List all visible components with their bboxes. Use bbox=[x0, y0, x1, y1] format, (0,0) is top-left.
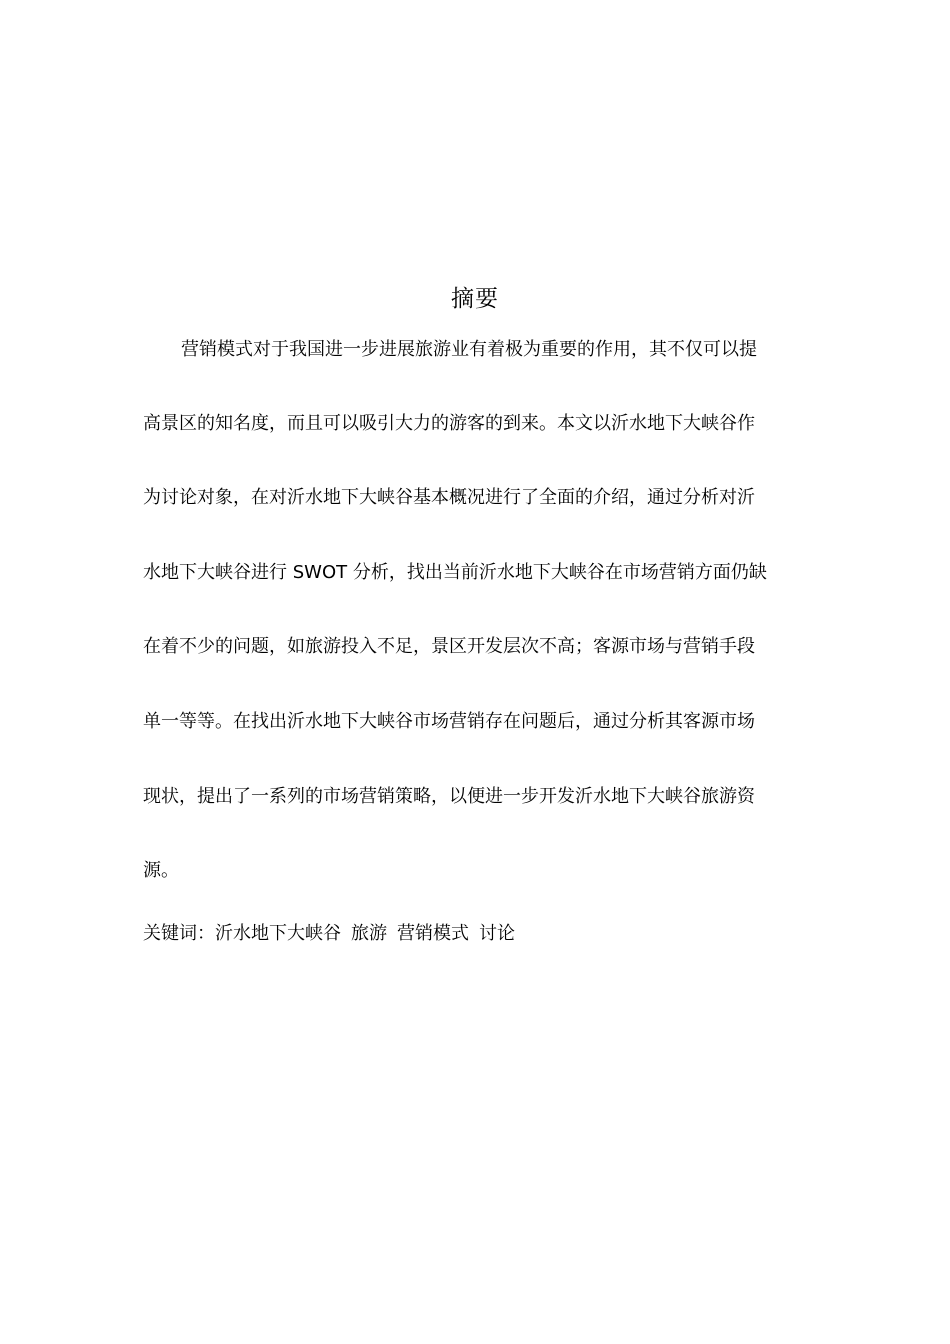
keywords-label: 关键词： bbox=[143, 923, 215, 944]
keywords-line bbox=[143, 922, 515, 946]
abstract-title: 摘要 bbox=[451, 286, 499, 312]
abstract-line-6: 单一等等。在找出沂水地下大峡谷市场营销存在问题后，通过分析其客源市场 bbox=[143, 711, 755, 732]
keyword-item: 旅游 bbox=[351, 923, 387, 944]
keyword-item: 营销模式 bbox=[397, 923, 469, 944]
abstract-line-1: 营销模式对于我国进一步进展旅游业有着极为重要的作用，其不仅可以提 bbox=[181, 339, 757, 360]
abstract-line-8: 源。 bbox=[143, 860, 179, 881]
abstract-line-7: 现状，提出了一系列的市场营销策略，以便进一步开发沂水地下大峡谷旅游资 bbox=[143, 786, 755, 807]
keyword-item: 沂水地下大峡谷 bbox=[215, 923, 341, 944]
abstract-line-2: 高景区的知名度，而且可以吸引大力的游客的到来。本文以沂水地下大峡谷作 bbox=[143, 413, 755, 434]
abstract-line-3: 为讨论对象，在对沂水地下大峡谷基本概况进行了全面的介绍，通过分析对沂 bbox=[143, 487, 755, 508]
abstract-line-5: 在着不少的问题，如旅游投入不足，景区开发层次不高；客源市场与营销手段 bbox=[143, 636, 755, 657]
abstract-line-4: 水地下大峡谷进行 SWOT 分析，找出当前沂水地下大峡谷在市场营销方面仍缺 bbox=[143, 562, 767, 583]
keyword-item: 讨论 bbox=[479, 923, 515, 944]
